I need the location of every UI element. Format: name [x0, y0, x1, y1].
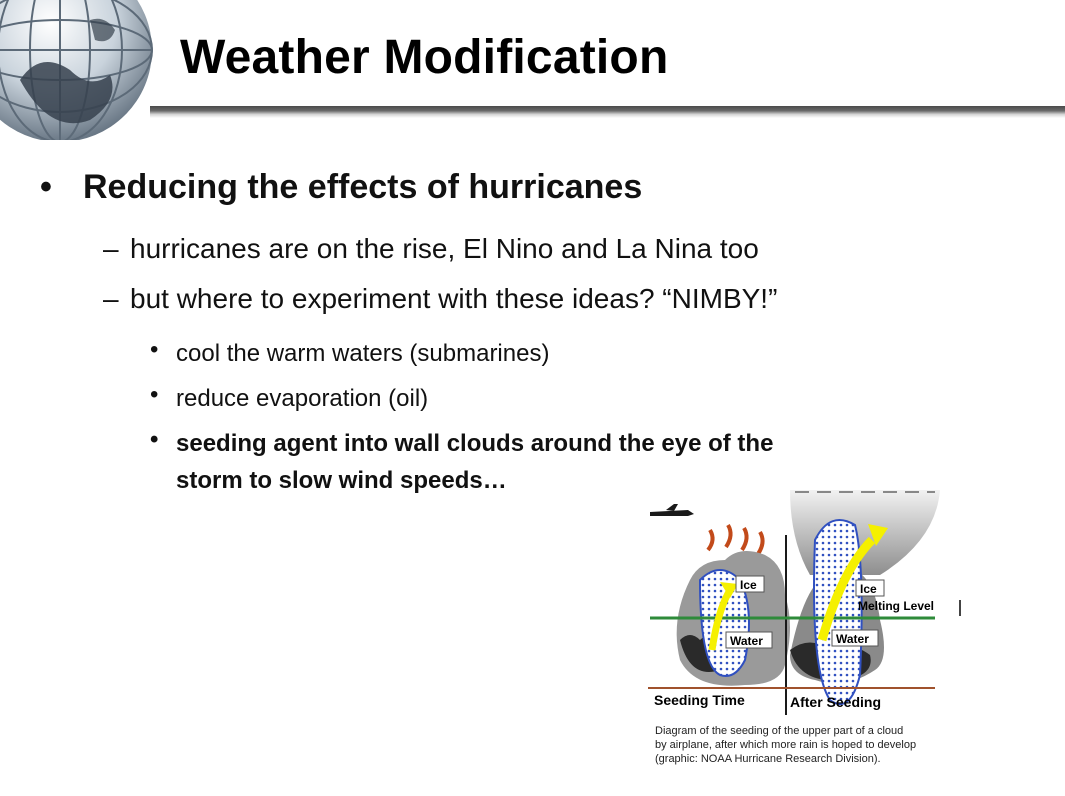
- diagram-caption: [655, 724, 916, 766]
- main-bullet-text: Reducing the effects of hurricanes: [83, 168, 643, 206]
- dash-marker: –: [103, 233, 119, 264]
- label-ice-left: Ice: [740, 578, 757, 592]
- caption-line: (graphic: NOAA Hurricane Research Division).: [655, 753, 881, 765]
- label-water-left: Water: [730, 634, 763, 648]
- label-seeding-time: Seeding Time: [654, 692, 745, 708]
- label-water-right: Water: [836, 632, 869, 646]
- label-after-seeding: After Seeding: [790, 694, 882, 710]
- airplane-icon: [650, 504, 694, 516]
- bullet-dot: •: [40, 168, 52, 206]
- sub-sub-item-text: storm to slow wind speeds…: [176, 467, 507, 494]
- label-ice-right: Ice: [860, 582, 877, 596]
- sub-sub-item-text: seeding agent into wall clouds around the eye of the: [176, 430, 774, 457]
- globe-logo: [0, 0, 160, 140]
- caption-line: Diagram of the seeding of the upper part of a cloud: [655, 725, 904, 737]
- caption-line: by airplane, after which more rain is hoped to develop: [655, 739, 917, 751]
- bullet-dot: •: [150, 381, 159, 408]
- dash-marker: –: [103, 283, 119, 314]
- sub-sub-item-text: cool the warm waters (submarines): [176, 340, 550, 367]
- bullet-dot: •: [150, 426, 159, 453]
- sub-item-text: but where to experiment with these ideas? “NIMBY!”: [130, 283, 778, 314]
- seeding-flares: [708, 525, 763, 554]
- bullet-dot: •: [150, 336, 159, 363]
- sub-sub-item-text: reduce evaporation (oil): [176, 385, 429, 412]
- sub-item-text: hurricanes are on the rise, El Nino and La Nina too: [130, 233, 759, 264]
- cloud-after-seeding: [790, 490, 940, 704]
- slide-title: Weather Modification: [180, 31, 669, 84]
- title-underline: [150, 106, 1065, 118]
- label-melting-level: Melting Level: [858, 599, 935, 613]
